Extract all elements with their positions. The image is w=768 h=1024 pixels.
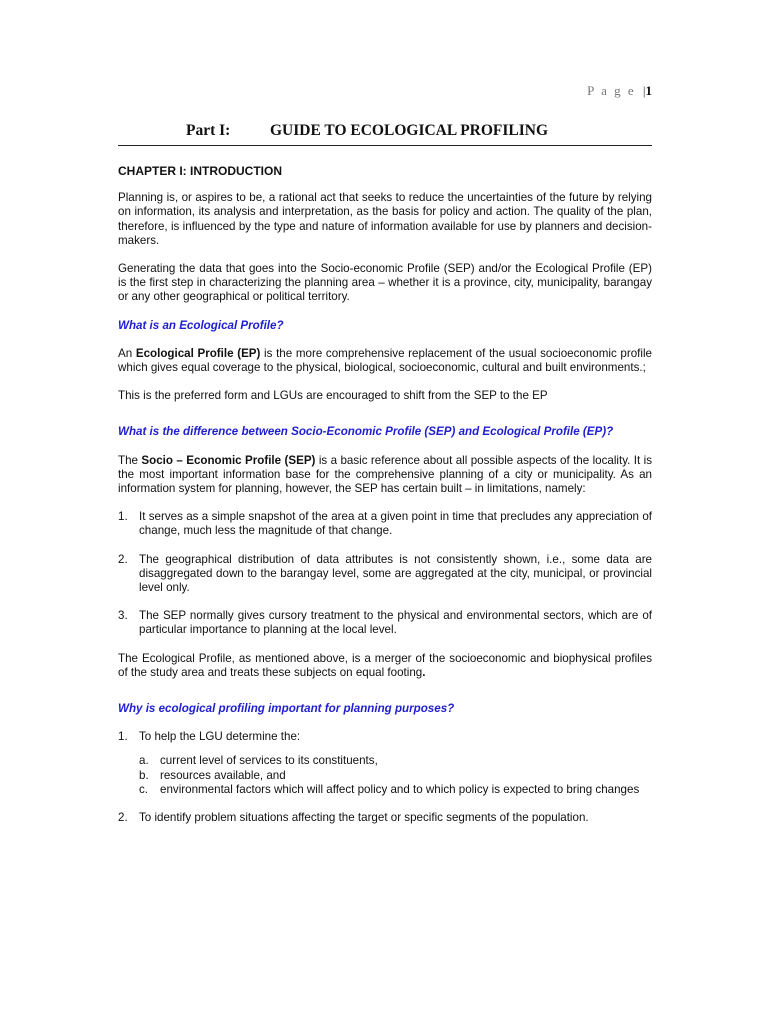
- page-separator: |: [642, 83, 646, 98]
- ep-preferred-paragraph: This is the preferred form and LGUs are encouraged to shift from the SEP to the EP: [118, 389, 548, 403]
- intro-paragraph-1: Planning is, or aspires to be, a rational act that seeks to reduce the uncertainties of the future by relying on information, its analysis and interpretation, as the basis for policy and action. The quality of the plan, therefore, is influenced by the type and nature of information available for use by planners and decision-makers.: [118, 191, 652, 247]
- question-why-ecological-profiling: Why is ecological profiling important for planning purposes?: [118, 702, 455, 716]
- sep-definition-paragraph: The Socio – Economic Profile (SEP) is a basic reference about all possible aspects of the locality. It is the most important information base for the comprehensive planning of a city or municipality. As an information system for planning, however, the SEP has certain built – in limitations, namely:: [118, 453, 653, 496]
- page-word: P a g e: [587, 83, 636, 98]
- document-body: [118, 164, 652, 839]
- sub-list-item: a. current level of services to its constituents,: [139, 754, 378, 768]
- list-item: 1. To help the LGU determine the:: [118, 730, 301, 744]
- page-header: [118, 83, 652, 99]
- list-item: 2. To identify problem situations affecting the target or specific segments of the population.: [118, 811, 589, 825]
- list-item: 1. It serves as a simple snapshot of the area at a given point in time that precludes any appreciation of change, much less the magnitude of that change.: [118, 510, 652, 538]
- page-number: 1: [645, 83, 652, 98]
- part-heading: GUIDE TO ECOLOGICAL PROFILING: [270, 122, 549, 139]
- sub-list: [139, 754, 652, 797]
- sub-list-item: c. environmental factors which will affect policy and to which policy is expected to bring changes: [139, 782, 640, 796]
- chapter-heading: CHAPTER I: INTRODUCTION: [118, 164, 282, 178]
- list-item: 2. The geographical distribution of data attributes is not consistently shown, i.e., some data are disaggregated down to the barangay level, some are aggregated at the city, municipal, or provincial level only.: [118, 552, 652, 595]
- list-item: 3. The SEP normally gives cursory treatment to the physical and environmental sectors, which are of particular importance to planning at the local level.: [118, 609, 652, 637]
- sub-list-item: b. resources available, and: [139, 768, 286, 782]
- question-sep-vs-ep: What is the difference between Socio-Economic Profile (SEP) and Ecological Profile (EP)?: [118, 425, 614, 439]
- sep-term: Socio – Economic Profile (SEP): [141, 453, 316, 467]
- part-title: [118, 122, 652, 146]
- intro-paragraph-2: Generating the data that goes into the Socio-economic Profile (SEP) and/or the Ecological Profile (EP) is the first step in characterizing the planning area – whether it is a province, city, municipality, barangay or any other geographical or political territory.: [118, 262, 652, 304]
- ep-merger-paragraph: The Ecological Profile, as mentioned above, is a merger of the socioeconomic and biophysical profiles of the study area and treats these subjects on equal footing.: [118, 651, 652, 679]
- part-label: Part I:: [186, 122, 231, 139]
- ep-definition-paragraph: An Ecological Profile (EP) is the more comprehensive replacement of the usual socioeconomic profile which gives equal coverage to the physical, biological, socioeconomic, cultural and built environments.;: [118, 346, 652, 375]
- ep-term: Ecological Profile (EP): [135, 346, 261, 360]
- question-ecological-profile: What is an Ecological Profile?: [118, 318, 284, 332]
